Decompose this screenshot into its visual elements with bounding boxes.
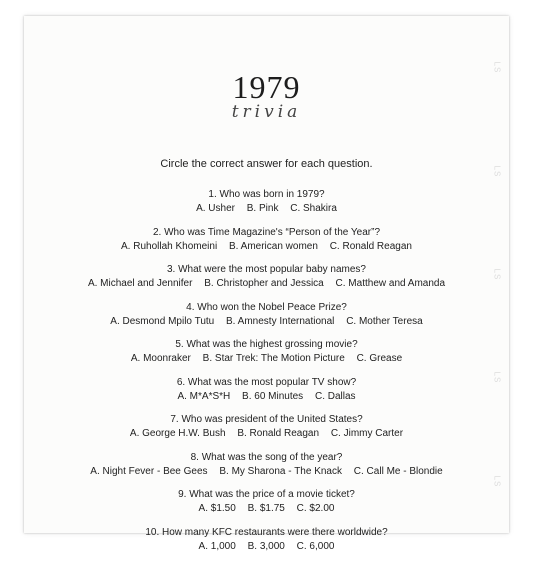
question-text: 3. What were the most popular baby names? xyxy=(24,264,509,276)
answer-option-b[interactable]: B. American women xyxy=(229,241,318,252)
question-item xyxy=(24,377,509,415)
answer-option-c[interactable]: C. Jimmy Carter xyxy=(331,428,403,439)
watermark-text: LS xyxy=(492,62,501,74)
question-item xyxy=(24,302,509,340)
answer-option-b[interactable]: B. $1.75 xyxy=(248,503,285,514)
answer-options xyxy=(24,277,509,291)
answer-option-c[interactable]: C. Ronald Reagan xyxy=(330,241,412,252)
watermark-text: LS xyxy=(492,165,501,177)
answer-option-c[interactable]: C. Grease xyxy=(357,353,403,364)
answer-option-a[interactable]: A. Night Fever - Bee Gees xyxy=(90,466,207,477)
answer-option-b[interactable]: B. My Sharona - The Knack xyxy=(219,466,342,477)
answer-option-b[interactable]: B. Christopher and Jessica xyxy=(204,278,324,289)
page-title: 1979 xyxy=(24,71,509,103)
watermark-text: LS xyxy=(492,269,501,281)
answer-options xyxy=(24,540,509,554)
question-list xyxy=(24,189,509,564)
question-item xyxy=(24,452,509,490)
answer-options xyxy=(24,240,509,254)
question-text: 7. Who was president of the United States? xyxy=(24,414,509,426)
answer-option-b[interactable]: B. Star Trek: The Motion Picture xyxy=(203,353,345,364)
question-text: 6. What was the most popular TV show? xyxy=(24,377,509,389)
question-text: 4. Who won the Nobel Peace Prize? xyxy=(24,302,509,314)
question-text: 8. What was the song of the year? xyxy=(24,452,509,464)
trivia-sheet xyxy=(24,16,509,533)
question-item xyxy=(24,489,509,527)
answer-option-a[interactable]: A. Michael and Jennifer xyxy=(88,278,193,289)
instructions: Circle the correct answer for each question. xyxy=(24,159,509,170)
answer-option-a[interactable]: A. Desmond Mpilo Tutu xyxy=(110,316,214,327)
question-item xyxy=(24,264,509,302)
answer-option-b[interactable]: B. Ronald Reagan xyxy=(237,428,319,439)
answer-option-a[interactable]: A. Ruhollah Khomeini xyxy=(121,241,217,252)
watermark-text: LS xyxy=(492,372,501,384)
answer-option-a[interactable]: A. 1,000 xyxy=(199,541,236,552)
question-text: 2. Who was Time Magazine's “Person of the Year”? xyxy=(24,227,509,239)
question-text: 1. Who was born in 1979? xyxy=(24,189,509,201)
answer-option-c[interactable]: C. Call Me - Blondie xyxy=(354,466,443,477)
answer-option-a[interactable]: A. M*A*S*H xyxy=(177,391,230,402)
answer-options xyxy=(24,352,509,366)
answer-option-c[interactable]: C. Mother Teresa xyxy=(346,316,423,327)
answer-option-b[interactable]: B. 3,000 xyxy=(248,541,285,552)
answer-options xyxy=(24,315,509,329)
answer-options xyxy=(24,427,509,441)
question-item xyxy=(24,414,509,452)
question-text: 5. What was the highest grossing movie? xyxy=(24,339,509,351)
answer-options xyxy=(24,390,509,404)
watermark-text: LS xyxy=(492,475,501,487)
answer-option-c[interactable]: C. $2.00 xyxy=(297,503,335,514)
answer-option-b[interactable]: B. Pink xyxy=(247,203,279,214)
question-item xyxy=(24,227,509,265)
question-text: 10. How many KFC restaurants were there worldwide? xyxy=(24,527,509,539)
answer-options xyxy=(24,502,509,516)
answer-options xyxy=(24,465,509,479)
answer-option-a[interactable]: A. $1.50 xyxy=(199,503,236,514)
answer-option-a[interactable]: A. Moonraker xyxy=(131,353,191,364)
answer-option-a[interactable]: A. Usher xyxy=(196,203,235,214)
question-text: 9. What was the price of a movie ticket? xyxy=(24,489,509,501)
question-item xyxy=(24,339,509,377)
answer-option-c[interactable]: C. Shakira xyxy=(290,203,337,214)
answer-option-b[interactable]: B. 60 Minutes xyxy=(242,391,303,402)
answer-options xyxy=(24,202,509,216)
page-subtitle: trivia xyxy=(24,104,509,121)
question-item xyxy=(24,527,509,564)
answer-option-c[interactable]: C. 6,000 xyxy=(297,541,335,552)
answer-option-c[interactable]: C. Dallas xyxy=(315,391,356,402)
answer-option-a[interactable]: A. George H.W. Bush xyxy=(130,428,226,439)
answer-option-b[interactable]: B. Amnesty International xyxy=(226,316,334,327)
answer-option-c[interactable]: C. Matthew and Amanda xyxy=(336,278,446,289)
question-item xyxy=(24,189,509,227)
